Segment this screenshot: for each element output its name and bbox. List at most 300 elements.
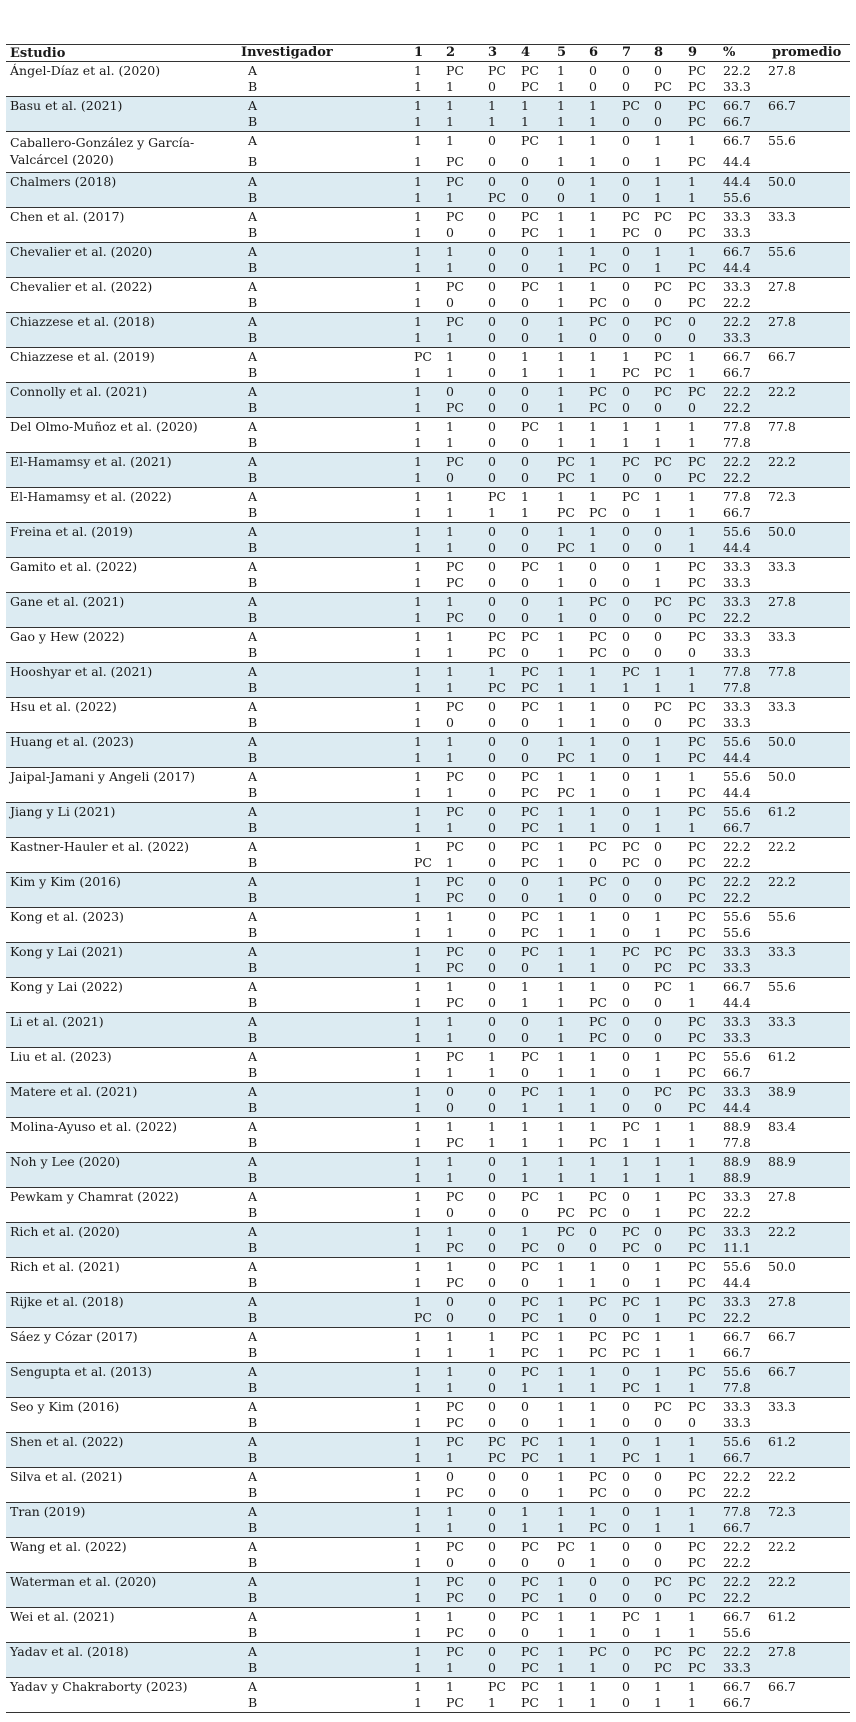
score-cell: PC: [688, 1590, 706, 1605]
percent-a: 66.7: [723, 133, 751, 148]
score-cell: PC: [688, 944, 706, 959]
average-value: 72.3: [768, 1504, 796, 1519]
percent-b: 66.7: [723, 1345, 751, 1360]
score-cell: 1: [654, 1520, 662, 1535]
investigator-b: B: [248, 540, 258, 555]
score-cell: 1: [688, 190, 696, 205]
score-cell: 0: [589, 1224, 597, 1239]
score-cell: 1: [589, 114, 597, 129]
investigator-a: A: [248, 174, 258, 189]
score-cell: 1: [654, 1345, 662, 1360]
score-cell: 0: [654, 524, 662, 539]
score-cell: 1: [557, 365, 565, 380]
score-cell: PC: [688, 154, 706, 169]
score-cell: 1: [446, 855, 454, 870]
score-cell: 1: [589, 1450, 597, 1465]
score-cell: 0: [488, 1380, 496, 1395]
score-cell: 1: [414, 260, 422, 275]
score-cell: PC: [688, 1065, 706, 1080]
score-cell: 0: [488, 540, 496, 555]
investigator-b: B: [248, 890, 258, 905]
percent-b: 22.2: [723, 855, 751, 870]
score-cell: 0: [521, 1555, 529, 1570]
score-cell: 1: [557, 1049, 565, 1064]
score-cell: 1: [446, 909, 454, 924]
average-value: 50.0: [768, 1259, 796, 1274]
score-cell: PC: [654, 1084, 672, 1099]
score-cell: 1: [414, 1625, 422, 1640]
percent-b: 33.3: [723, 1415, 751, 1430]
header-item: 1: [414, 45, 424, 60]
score-cell: PC: [521, 1310, 539, 1325]
score-cell: 0: [488, 1100, 496, 1115]
score-cell: 1: [446, 349, 454, 364]
study-name: Hooshyar et al. (2021): [10, 664, 153, 679]
score-cell: 1: [589, 1555, 597, 1570]
score-cell: 0: [654, 890, 662, 905]
investigator-a: A: [248, 909, 258, 924]
score-cell: 1: [557, 1364, 565, 1379]
header-item: 3: [488, 45, 498, 60]
score-cell: PC: [654, 349, 672, 364]
investigator-a: A: [248, 314, 258, 329]
average-value: 66.7: [768, 1364, 796, 1379]
score-cell: PC: [589, 629, 607, 644]
score-cell: PC: [488, 190, 506, 205]
score-cell: 1: [446, 1154, 454, 1169]
score-cell: 0: [488, 1539, 496, 1554]
score-cell: 0: [654, 63, 662, 78]
score-cell: 1: [446, 1450, 454, 1465]
study-name: Waterman et al. (2020): [10, 1574, 157, 1589]
score-cell: PC: [521, 804, 539, 819]
investigator-a: A: [248, 1084, 258, 1099]
score-cell: 0: [521, 154, 529, 169]
score-cell: PC: [521, 419, 539, 434]
score-cell: 1: [622, 1135, 630, 1150]
percent-a: 22.2: [723, 384, 751, 399]
percent-b: 44.4: [723, 785, 751, 800]
score-cell: PC: [654, 384, 672, 399]
score-cell: 1: [557, 839, 565, 854]
score-cell: PC: [622, 98, 640, 113]
percent-b: 22.2: [723, 470, 751, 485]
score-cell: PC: [622, 365, 640, 380]
score-cell: 1: [688, 979, 696, 994]
score-cell: 1: [414, 1555, 422, 1570]
score-cell: 0: [654, 1100, 662, 1115]
investigator-a: A: [248, 1644, 258, 1659]
score-cell: 1: [446, 505, 454, 520]
study-name: Kong y Lai (2021): [10, 944, 123, 959]
score-cell: 1: [654, 505, 662, 520]
score-cell: PC: [414, 855, 432, 870]
average-value: 33.3: [768, 1399, 796, 1414]
score-cell: 1: [414, 1380, 422, 1395]
study-name: Molina-Ayuso et al. (2022): [10, 1119, 177, 1134]
score-cell: 0: [488, 1504, 496, 1519]
score-cell: PC: [688, 874, 706, 889]
score-cell: 1: [414, 610, 422, 625]
score-cell: 0: [521, 1469, 529, 1484]
score-cell: 1: [589, 680, 597, 695]
score-cell: PC: [521, 1434, 539, 1449]
score-cell: PC: [688, 575, 706, 590]
score-cell: PC: [521, 1574, 539, 1589]
score-cell: 1: [589, 804, 597, 819]
score-cell: PC: [654, 960, 672, 975]
score-cell: 1: [688, 133, 696, 148]
header-investigator: Investigador: [241, 45, 333, 60]
investigator-b: B: [248, 785, 258, 800]
score-cell: PC: [589, 1014, 607, 1029]
score-cell: 0: [488, 1014, 496, 1029]
score-cell: 1: [557, 1450, 565, 1465]
investigator-a: A: [248, 664, 258, 679]
score-cell: 1: [446, 1329, 454, 1344]
score-cell: PC: [446, 1695, 464, 1710]
study-name: El-Hamamsy et al. (2022): [10, 489, 172, 504]
score-cell: 1: [688, 1450, 696, 1465]
score-cell: PC: [622, 1329, 640, 1344]
percent-b: 22.2: [723, 400, 751, 415]
score-cell: PC: [589, 645, 607, 660]
score-cell: PC: [622, 225, 640, 240]
score-cell: 1: [688, 489, 696, 504]
score-cell: PC: [521, 209, 539, 224]
score-cell: 1: [446, 79, 454, 94]
score-cell: 0: [557, 1555, 565, 1570]
score-cell: PC: [446, 995, 464, 1010]
score-cell: 1: [446, 925, 454, 940]
score-cell: 0: [622, 874, 630, 889]
score-cell: PC: [688, 960, 706, 975]
percent-b: 22.2: [723, 1310, 751, 1325]
score-cell: 1: [521, 1224, 529, 1239]
score-cell: 1: [688, 1380, 696, 1395]
score-cell: PC: [521, 855, 539, 870]
score-cell: 1: [688, 1679, 696, 1694]
score-cell: PC: [446, 699, 464, 714]
score-cell: PC: [446, 874, 464, 889]
score-cell: 0: [446, 225, 454, 240]
score-cell: 1: [557, 1310, 565, 1325]
table-row-group: [6, 97, 850, 132]
score-cell: 0: [622, 1695, 630, 1710]
score-cell: 1: [488, 1049, 496, 1064]
score-cell: 1: [446, 419, 454, 434]
study-name: Tran (2019): [10, 1504, 86, 1519]
score-cell: 1: [414, 820, 422, 835]
table-row-group: [6, 383, 850, 418]
score-cell: 1: [446, 594, 454, 609]
score-cell: 1: [414, 1084, 422, 1099]
score-cell: 1: [589, 174, 597, 189]
score-cell: 1: [521, 98, 529, 113]
investigator-b: B: [248, 960, 258, 975]
investigator-a: A: [248, 349, 258, 364]
score-cell: 0: [622, 715, 630, 730]
score-cell: 1: [414, 1065, 422, 1080]
score-cell: 1: [557, 133, 565, 148]
score-cell: 1: [654, 154, 662, 169]
percent-b: 44.4: [723, 540, 751, 555]
score-cell: 1: [557, 1485, 565, 1500]
score-cell: 0: [622, 63, 630, 78]
percent-a: 22.2: [723, 1539, 751, 1554]
score-cell: 1: [654, 1189, 662, 1204]
score-cell: 1: [446, 734, 454, 749]
score-cell: 1: [557, 1065, 565, 1080]
score-cell: 0: [589, 855, 597, 870]
percent-a: 55.6: [723, 734, 751, 749]
score-cell: 1: [557, 874, 565, 889]
score-cell: 1: [589, 1609, 597, 1624]
score-cell: 1: [446, 1224, 454, 1239]
score-cell: 1: [654, 909, 662, 924]
average-value: 22.2: [768, 454, 796, 469]
score-cell: 1: [557, 1574, 565, 1589]
score-cell: 1: [414, 769, 422, 784]
average-value: 27.8: [768, 1294, 796, 1309]
table-row-group: [6, 663, 850, 698]
table-row-group: [6, 628, 850, 663]
investigator-a: A: [248, 524, 258, 539]
score-cell: 1: [589, 524, 597, 539]
table-row-group: [6, 1398, 850, 1433]
study-name: Kong y Lai (2022): [10, 979, 123, 994]
score-cell: 0: [488, 365, 496, 380]
investigator-a: A: [248, 98, 258, 113]
study-name: Chalmers (2018): [10, 174, 117, 189]
study-name: Huang et al. (2023): [10, 734, 134, 749]
score-cell: PC: [688, 804, 706, 819]
score-cell: 1: [654, 664, 662, 679]
average-value: 22.2: [768, 839, 796, 854]
score-cell: PC: [446, 804, 464, 819]
score-cell: PC: [521, 944, 539, 959]
score-cell: PC: [688, 1469, 706, 1484]
score-cell: 1: [557, 209, 565, 224]
score-cell: 1: [446, 1504, 454, 1519]
score-cell: 0: [622, 629, 630, 644]
score-cell: 1: [521, 1100, 529, 1115]
score-cell: 1: [446, 489, 454, 504]
percent-b: 77.8: [723, 680, 751, 695]
score-cell: 1: [557, 400, 565, 415]
score-cell: PC: [521, 1539, 539, 1554]
score-cell: 1: [654, 1049, 662, 1064]
score-cell: 0: [488, 839, 496, 854]
score-cell: 1: [557, 1030, 565, 1045]
investigator-a: A: [248, 1014, 258, 1029]
score-cell: 1: [557, 1189, 565, 1204]
score-cell: 0: [521, 1275, 529, 1290]
score-cell: PC: [688, 1049, 706, 1064]
investigator-b: B: [248, 820, 258, 835]
score-cell: 1: [521, 1520, 529, 1535]
score-cell: 0: [654, 330, 662, 345]
study-name: Kastner-Hauler et al. (2022): [10, 839, 189, 854]
investigator-b: B: [248, 1205, 258, 1220]
score-cell: 1: [557, 804, 565, 819]
average-value: 22.2: [768, 1539, 796, 1554]
score-cell: 0: [446, 1294, 454, 1309]
score-cell: 0: [446, 1310, 454, 1325]
score-cell: PC: [688, 384, 706, 399]
score-cell: 0: [521, 750, 529, 765]
score-cell: 0: [654, 470, 662, 485]
score-cell: 1: [557, 1434, 565, 1449]
investigator-a: A: [248, 1329, 258, 1344]
score-cell: PC: [622, 1380, 640, 1395]
investigator-b: B: [248, 1310, 258, 1325]
score-cell: 0: [622, 1364, 630, 1379]
study-name: Sengupta et al. (2013): [10, 1364, 152, 1379]
average-value: 72.3: [768, 489, 796, 504]
header-item: 9: [688, 45, 698, 60]
score-cell: 0: [622, 1520, 630, 1535]
investigator-b: B: [248, 995, 258, 1010]
score-cell: 1: [654, 1609, 662, 1624]
table-row-group: [6, 1083, 850, 1118]
score-cell: 1: [414, 1644, 422, 1659]
table-row-group: [6, 593, 850, 628]
average-value: 83.4: [768, 1119, 796, 1134]
score-cell: 1: [654, 1364, 662, 1379]
score-cell: PC: [622, 855, 640, 870]
score-cell: PC: [654, 1644, 672, 1659]
score-cell: 1: [654, 489, 662, 504]
score-cell: PC: [688, 1310, 706, 1325]
score-cell: PC: [688, 1224, 706, 1239]
percent-b: 22.2: [723, 610, 751, 625]
score-cell: 0: [622, 1084, 630, 1099]
percent-b: 66.7: [723, 114, 751, 129]
score-cell: 0: [488, 820, 496, 835]
score-cell: PC: [446, 559, 464, 574]
score-cell: 1: [414, 1259, 422, 1274]
score-cell: 1: [414, 1100, 422, 1115]
score-cell: 0: [622, 1100, 630, 1115]
score-cell: 1: [521, 489, 529, 504]
score-cell: PC: [446, 610, 464, 625]
score-cell: PC: [688, 890, 706, 905]
score-cell: 0: [488, 384, 496, 399]
score-cell: 1: [446, 680, 454, 695]
score-cell: PC: [446, 1625, 464, 1640]
score-cell: 1: [414, 1574, 422, 1589]
average-value: 88.9: [768, 1154, 796, 1169]
score-cell: PC: [688, 1030, 706, 1045]
score-cell: PC: [557, 505, 575, 520]
score-cell: 1: [688, 680, 696, 695]
score-cell: PC: [589, 1469, 607, 1484]
score-cell: PC: [446, 944, 464, 959]
score-cell: PC: [446, 154, 464, 169]
score-cell: 0: [622, 995, 630, 1010]
score-cell: 0: [488, 1205, 496, 1220]
score-cell: 1: [654, 1135, 662, 1150]
score-cell: 0: [654, 1224, 662, 1239]
score-cell: PC: [688, 699, 706, 714]
percent-a: 66.7: [723, 349, 751, 364]
score-cell: 0: [622, 1590, 630, 1605]
score-cell: 1: [557, 1660, 565, 1675]
score-cell: PC: [688, 1275, 706, 1290]
score-cell: 1: [414, 1294, 422, 1309]
score-cell: 1: [414, 1660, 422, 1675]
score-cell: 1: [589, 1364, 597, 1379]
score-cell: 1: [557, 890, 565, 905]
score-cell: PC: [688, 470, 706, 485]
table-row-group: [6, 768, 850, 803]
study-name: Ángel-Díaz et al. (2020): [10, 63, 161, 78]
score-cell: 1: [414, 400, 422, 415]
investigator-a: A: [248, 489, 258, 504]
score-cell: 1: [488, 664, 496, 679]
score-cell: PC: [446, 769, 464, 784]
score-cell: PC: [557, 454, 575, 469]
score-cell: PC: [557, 1539, 575, 1554]
score-cell: 1: [589, 1154, 597, 1169]
score-cell: PC: [622, 944, 640, 959]
score-cell: 0: [488, 1084, 496, 1099]
score-cell: PC: [446, 314, 464, 329]
score-cell: 1: [654, 1154, 662, 1169]
score-cell: 1: [589, 715, 597, 730]
score-cell: 1: [557, 855, 565, 870]
score-cell: PC: [521, 225, 539, 240]
score-cell: 0: [521, 594, 529, 609]
average-value: 55.6: [768, 979, 796, 994]
score-cell: PC: [488, 1679, 506, 1694]
score-cell: 0: [488, 1574, 496, 1589]
score-cell: 1: [557, 1520, 565, 1535]
score-cell: 0: [557, 1240, 565, 1255]
investigator-b: B: [248, 505, 258, 520]
average-value: 61.2: [768, 1434, 796, 1449]
study-name: Chevalier et al. (2020): [10, 244, 153, 259]
score-cell: 0: [622, 1469, 630, 1484]
score-cell: 1: [688, 1504, 696, 1519]
score-cell: 0: [521, 244, 529, 259]
table-row-group: [6, 1608, 850, 1643]
score-cell: PC: [521, 1609, 539, 1624]
score-cell: 0: [654, 295, 662, 310]
score-cell: PC: [688, 1555, 706, 1570]
score-cell: 1: [557, 960, 565, 975]
score-cell: PC: [414, 349, 432, 364]
score-cell: PC: [589, 839, 607, 854]
investigator-a: A: [248, 944, 258, 959]
score-cell: 1: [589, 133, 597, 148]
table-header: [6, 44, 850, 62]
score-cell: PC: [521, 1259, 539, 1274]
score-cell: 1: [589, 1415, 597, 1430]
percent-b: 55.6: [723, 925, 751, 940]
score-cell: PC: [446, 1415, 464, 1430]
score-cell: 0: [622, 314, 630, 329]
score-cell: 1: [414, 1135, 422, 1150]
score-cell: 1: [446, 979, 454, 994]
score-cell: 0: [521, 1415, 529, 1430]
score-cell: 0: [622, 1275, 630, 1290]
table-row-group: [6, 208, 850, 243]
table-row-group: [6, 62, 850, 97]
score-cell: 1: [654, 769, 662, 784]
percent-b: 33.3: [723, 575, 751, 590]
